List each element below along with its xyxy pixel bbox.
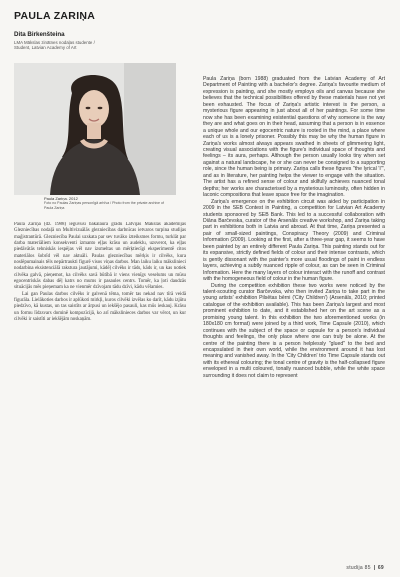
author-affiliation — [14, 40, 174, 50]
english-text-column — [203, 76, 385, 563]
portrait-illustration — [14, 63, 176, 195]
en-paragraph: Zariņa's emergence on the exhibition circuit was aided by participation in 2009 in the SEB Contest in Painting, a competition for Latvian Art Academy students sponsored by SEB Bank. This led to a successful collaboration with Diāna Barčevska, curator of the Arsenāls creative workshop, and Zariņa taking part in exhibitions both in Latvia and abroad. At that time, Zariņa presented a pair of small-sized paintings, Conspiracy Theory (2009) and Criminal Information (2009). Looking at the first, after a three-year gap, it seems to have been painted by an entirely different Paula Zariņa. This painting stands out for its expansive, strictly defined fields of colour and their intense contrasts, which is gently dissonant with the painter's more usual floodings of paint in endless layers, achieving a subtly nuanced ripple of colour, as can be seen in Criminal Information. Here the many layers of colour interact with the runoff and contrast with the homogeneous field of colour in the human figure. — [203, 198, 385, 283]
issue-number: 85 — [364, 565, 371, 571]
en-paragraph: During the competition exhibition these two works were noticed by the talent-scouting curator Barčevska, who then invited Zariņa to take part in the young artists' exhibition Pilsētas bērni ('City Children') (Arsenāls, 2010; printed catalogue of the exhibition available). This has been Zariņa's largest and most prominent exhibition to date, and it established her on the art scene as a promising young talent. In this exhibition the two aforementioned works (in 180x180 cm format) were joined by a third work, Time Capsule (2010), which continues with the subject of the space or capsule for a person's individual thoughts and feelings, the only place where one can truly be alone. At the centre of the painting there is a person helplessly "glued" to the bed and encapsulated in their own world, while the environment around it has lost meaning and vanished away. In the 'City Children' trio Time Capsule stands out with its ethereal colouring; the tonal centre of gravity is the half-collapsed figure enveloped in a multi coloured, tonally nuanced bubble, while the white space surrounding it does not claim to represent — [203, 282, 385, 379]
page-number: 69 — [377, 565, 384, 571]
latvian-text-column — [14, 222, 186, 557]
caption-credit: Foto no Paulas Zariņas personīgā arhīva / Photo from the private archive of Paula Zariņa — [44, 201, 165, 210]
lv-paragraph: Paula Zariņa (dz. 1988) ieguvusi bakalaura grādu Latvijas Mākslas akadēmijas Glezniecības nodaļā un Multivizuālās glezniecības darbnīcas ietvaros turpina studijas maģistrantūrā. Glezniecība Paulai uzskata par sev tuvāko izteiksmes formu, turklāt par darba materiāliem konsekventi izmanto eļļas krāsu un audeklu, uzsverot, ka eļļas piedāvātās tehniskās iespējas vēl nav izsmeltas un mērķtiecīgi eksperimentē citos materiālos šobrīd vēl nav aktuāli. Paulas glezniecības mērķis ir cilvēks, kura noslēpumainais tēls nepārtraukti figurē visos viņas darbos. Man laiku laiku mākslinieci nodarbina eksistenciālā rakstura jautājumi, kādēļ cilvēks ir tāds, kāds ir, un kas notiek cilvēka galvā, pieņemot, ka cilvēks savā būtībā ir viens vienīgs veselums un mūsu egocentriskās dabas dēļ katrs no mums ir pasaules centrs. Tomēr, ka ļoti daudzās situācijās mēs pieņemam ka ne vienmēr dzīvojam tādu dzīvi, kādu vēlamies. — [14, 222, 186, 291]
page-footer — [346, 565, 384, 571]
article-header — [14, 10, 174, 50]
footer-divider — [374, 565, 375, 570]
lv-paragraph: Lai gan Paulas darbos cilvēks ir galvenā tēma, tomēr tas nekad nav tīrā veidā figurāla. Lielākoties darbos ir aplūkoti mirkļi, kuros cilvēki izvēlas ko darīt, kādu izjūtu piedzīvo, kā kustas, un tas saistīts ar ārpusi un iekšējo pasauli, kas mūs ieskauj. Krāsu un formu līdzsvars dominē kompozīcijā, ko arī mākslinieces darbos var vērot, un kur cilvēki ir saistīti ar iekšējām noskaņām. — [14, 291, 186, 323]
article-title: PAULA ZARIŅA — [14, 10, 96, 22]
magazine-name: studija — [346, 565, 363, 571]
affiliation-en: Student, Latvian Academy of Art — [14, 45, 77, 51]
artist-portrait-photo — [14, 63, 176, 195]
en-paragraph: Paula Zariņa (born 1988) graduated from the Latvian Academy of Art Department of Painting with a bachelor's degree. Zariņa's favourite medium of expression is painting, and she mostly employs oils and canvas because she believes that the technical possibilities offered by these materials have not yet been exhausted. The focus of Zariņa's artistic interest is the person, a mysterious figure appearing in just about all of her paintings. For some time now she has been examining existential questions of why someone is the way they are and what goes on in their head, assuming that a person is in essence a unique whole and our egocentric nature is rooted in the mind, a place where each of us is a lonely prisoner. Possibly this may be why the human figure in Zariņa's works almost always appears swathed in sheets of glimmering light, creating visual associations with the figure's individual space of thoughts and feelings – its aura, perhaps. Although the person usually looks tiny when set against a natural landscape, he or she can never be consigned to a supporting role, since the human being is primary. Zariņa calls these figures "the lyrical 'I'", and as in literature, her painting helps the viewer to engage with the situation. The artist has a refined sense of colour and skilfully achieves nuanced tonal depths; her works are characterised by a mysterious luminosity, often hidden in laconic compositions that leave space free for the imagination. — [203, 76, 385, 199]
affiliation-lv: LMA Mākslas zinātnes nodaļas studente / — [14, 40, 95, 45]
caption-title: Paula Zariņa. 2012 — [44, 196, 78, 201]
photo-caption — [44, 197, 174, 210]
author-name: Dita Birkenšteina — [14, 31, 65, 38]
